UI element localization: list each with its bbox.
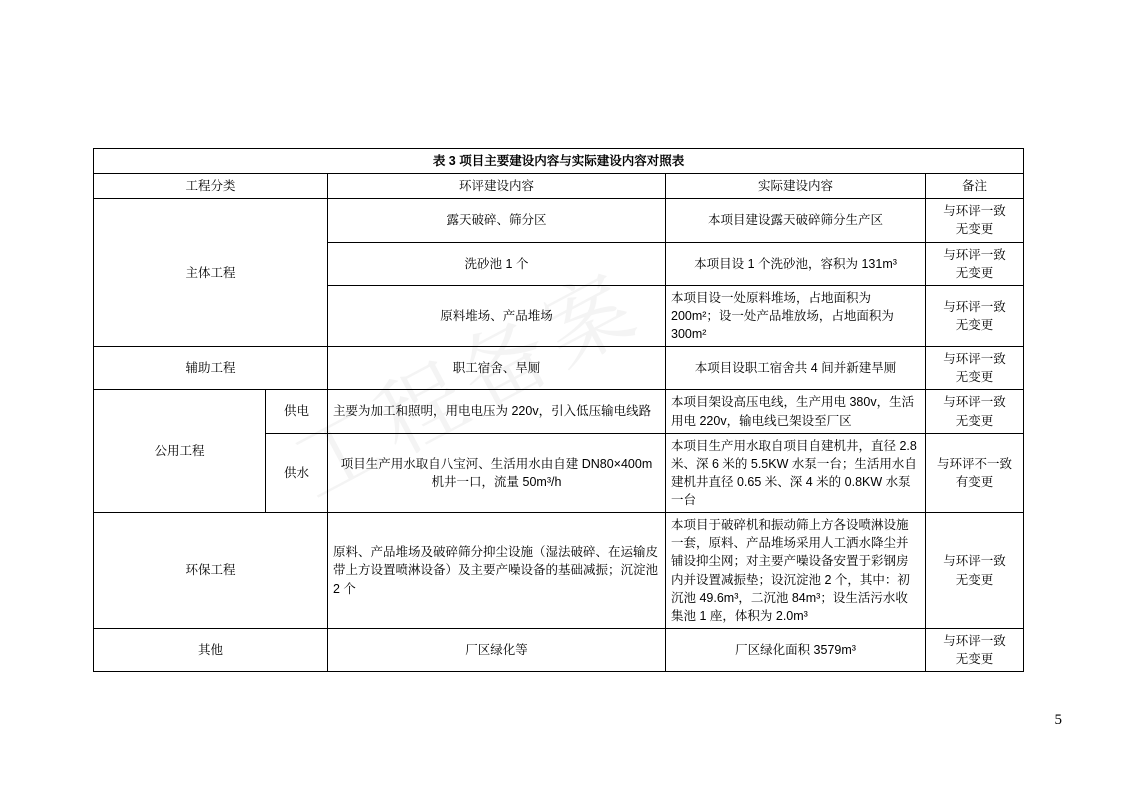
page-number: 5 [1054,712,1062,728]
cell-eia: 厂区绿化等 [328,628,666,671]
cell-actual: 本项目设一处原料堆场，占地面积为 200m²；设一处产品堆放场，占地面积为 300m² [666,285,926,346]
cell-actual: 本项目生产用水取自项目自建机井，直径 2.8 米、深 6 米的 5.5KW 水泵一台；生活用水自建机井直径 0.65 米、深 4 米的 0.8KW 水泵一台 [666,433,926,513]
cell-eia: 职工宿舍、旱厕 [328,347,666,390]
cell-subcategory: 供电 [266,390,328,433]
cell-remark: 与环评一致 无变更 [926,285,1024,346]
cell-actual: 本项目于破碎机和振动筛上方各设喷淋设施一套，原料、产品堆场采用人工洒水降尘并铺设抑尘网；对主要产噪设备安置于彩钢房内并设置减振垫；设沉淀池 2 个，其中：初沉池 49.6m³，二沉池 84m³；设生活污水收集池 1 座，体积为 2.0m³ [666,513,926,629]
cell-eia: 洗砂池 1 个 [328,242,666,285]
header-remark: 备注 [926,174,1024,199]
header-category: 工程分类 [94,174,328,199]
cell-actual: 本项目建设露天破碎筛分生产区 [666,199,926,242]
cell-category: 环保工程 [94,513,328,629]
cell-actual: 厂区绿化面积 3579m³ [666,628,926,671]
cell-actual: 本项目架设高压电线，生产用电 380v，生活用电 220v，输电线已架设至厂区 [666,390,926,433]
table-row [94,628,1024,671]
table-row [94,513,1024,629]
cell-actual: 本项目设职工宿舍共 4 间并新建旱厕 [666,347,926,390]
table-row [94,347,1024,390]
comparison-table-container [93,148,1023,672]
cell-remark: 与环评一致 无变更 [926,628,1024,671]
header-actual-content: 实际建设内容 [666,174,926,199]
cell-remark: 与环评一致 无变更 [926,199,1024,242]
cell-remark: 与环评不一致 有变更 [926,433,1024,513]
header-eia-content: 环评建设内容 [328,174,666,199]
table-header-row [94,174,1024,199]
cell-subcategory: 供水 [266,433,328,513]
cell-category: 其他 [94,628,328,671]
cell-actual: 本项目设 1 个洗砂池，容积为 131m³ [666,242,926,285]
cell-category: 公用工程 [94,390,266,513]
cell-category: 辅助工程 [94,347,328,390]
comparison-table [93,148,1024,672]
cell-eia: 露天破碎、筛分区 [328,199,666,242]
cell-eia: 主要为加工和照明，用电电压为 220v，引入低压输电线路 [328,390,666,433]
cell-eia: 项目生产用水取自八宝河、生活用水由自建 DN80×400m 机井一口，流量 50m³/h [328,433,666,513]
cell-remark: 与环评一致 无变更 [926,513,1024,629]
cell-remark: 与环评一致 无变更 [926,242,1024,285]
cell-remark: 与环评一致 无变更 [926,347,1024,390]
cell-eia: 原料、产品堆场及破碎筛分抑尘设施（湿法破碎、在运输皮带上方设置喷淋设备）及主要产噪设备的基础减振；沉淀池 2 个 [328,513,666,629]
table-row [94,390,1024,433]
cell-category: 主体工程 [94,199,328,347]
cell-remark: 与环评一致 无变更 [926,390,1024,433]
table-title: 表 3 项目主要建设内容与实际建设内容对照表 [94,149,1024,174]
cell-eia: 原料堆场、产品堆场 [328,285,666,346]
table-title-row [94,149,1024,174]
table-row [94,199,1024,242]
